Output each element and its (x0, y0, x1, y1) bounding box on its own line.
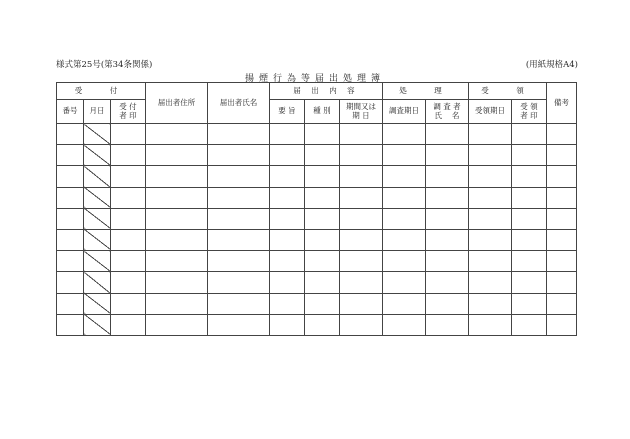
register-table (56, 82, 577, 336)
cell-investigator-name[interactable] (426, 166, 469, 187)
cell-investigator-name[interactable] (426, 124, 469, 145)
cell-remarks[interactable] (547, 187, 577, 208)
cell-summary[interactable] (270, 229, 305, 250)
table-row (57, 251, 577, 272)
cell-summary[interactable] (270, 145, 305, 166)
cell-address[interactable] (146, 166, 208, 187)
cell-recipient-seal[interactable] (512, 208, 547, 229)
cell-recipient-seal[interactable] (512, 314, 547, 335)
table-row (57, 272, 577, 293)
cell-period[interactable] (340, 208, 383, 229)
cell-type[interactable] (305, 208, 340, 229)
cell-investigator-name[interactable] (426, 208, 469, 229)
cell-investigator-name[interactable] (426, 251, 469, 272)
cell-receiver-seal[interactable] (111, 293, 146, 314)
header-row-groups (57, 83, 577, 100)
cell-period[interactable] (340, 166, 383, 187)
cell-number[interactable] (57, 124, 84, 145)
cell-period[interactable] (340, 124, 383, 145)
register-body (57, 124, 577, 336)
cell-name[interactable] (208, 314, 270, 335)
cell-address[interactable] (146, 145, 208, 166)
cell-name[interactable] (208, 124, 270, 145)
table-row (57, 293, 577, 314)
table-row (57, 208, 577, 229)
cell-date[interactable] (84, 145, 111, 166)
header-investigation-date: 調査期日 (383, 100, 426, 124)
cell-date[interactable] (84, 293, 111, 314)
header-summary: 要 旨 (270, 100, 305, 124)
header-date: 月日 (84, 100, 111, 124)
header-receipt: 受 領 (469, 83, 547, 100)
cell-receiver-seal[interactable] (111, 187, 146, 208)
header-type: 種 別 (305, 100, 340, 124)
cell-type[interactable] (305, 166, 340, 187)
cell-type[interactable] (305, 124, 340, 145)
cell-number[interactable] (57, 272, 84, 293)
cell-summary[interactable] (270, 124, 305, 145)
cell-number[interactable] (57, 187, 84, 208)
cell-address[interactable] (146, 124, 208, 145)
cell-receipt-date[interactable] (469, 187, 512, 208)
cell-period[interactable] (340, 187, 383, 208)
cell-address[interactable] (146, 293, 208, 314)
cell-name[interactable] (208, 251, 270, 272)
cell-investigator-name[interactable] (426, 314, 469, 335)
cell-receipt-date[interactable] (469, 251, 512, 272)
cell-investigation-date[interactable] (383, 314, 426, 335)
cell-receipt-date[interactable] (469, 314, 512, 335)
cell-recipient-seal[interactable] (512, 166, 547, 187)
table-row (57, 166, 577, 187)
cell-number[interactable] (57, 208, 84, 229)
cell-period[interactable] (340, 145, 383, 166)
cell-name[interactable] (208, 208, 270, 229)
cell-period[interactable] (340, 251, 383, 272)
cell-recipient-seal[interactable] (512, 272, 547, 293)
cell-receipt-date[interactable] (469, 124, 512, 145)
cell-remarks[interactable] (547, 293, 577, 314)
cell-summary[interactable] (270, 208, 305, 229)
cell-remarks[interactable] (547, 272, 577, 293)
header-receiver-seal: 受 付 者 印 (111, 100, 146, 124)
header-number: 番号 (57, 100, 84, 124)
cell-address[interactable] (146, 272, 208, 293)
cell-name[interactable] (208, 145, 270, 166)
header-investigator-name: 調 査 者 氏 名 (426, 100, 469, 124)
cell-recipient-seal[interactable] (512, 293, 547, 314)
header-notifier-address: 届出者住所 (146, 83, 208, 124)
cell-date[interactable] (84, 208, 111, 229)
cell-receiver-seal[interactable] (111, 314, 146, 335)
cell-remarks[interactable] (547, 166, 577, 187)
cell-number[interactable] (57, 145, 84, 166)
cell-investigation-date[interactable] (383, 187, 426, 208)
cell-remarks[interactable] (547, 314, 577, 335)
cell-number[interactable] (57, 314, 84, 335)
cell-summary[interactable] (270, 166, 305, 187)
table-row (57, 314, 577, 335)
cell-recipient-seal[interactable] (512, 124, 547, 145)
cell-receiver-seal[interactable] (111, 272, 146, 293)
cell-period[interactable] (340, 314, 383, 335)
cell-investigator-name[interactable] (426, 272, 469, 293)
cell-type[interactable] (305, 251, 340, 272)
cell-type[interactable] (305, 187, 340, 208)
cell-investigator-name[interactable] (426, 229, 469, 250)
cell-investigator-name[interactable] (426, 187, 469, 208)
cell-date[interactable] (84, 251, 111, 272)
cell-period[interactable] (340, 293, 383, 314)
cell-number[interactable] (57, 229, 84, 250)
cell-investigation-date[interactable] (383, 208, 426, 229)
cell-recipient-seal[interactable] (512, 145, 547, 166)
cell-summary[interactable] (270, 251, 305, 272)
cell-number[interactable] (57, 251, 84, 272)
cell-number[interactable] (57, 293, 84, 314)
header-remarks: 備考 (547, 83, 577, 124)
cell-number[interactable] (57, 166, 84, 187)
cell-type[interactable] (305, 229, 340, 250)
cell-date[interactable] (84, 187, 111, 208)
cell-summary[interactable] (270, 187, 305, 208)
cell-name[interactable] (208, 187, 270, 208)
cell-investigation-date[interactable] (383, 145, 426, 166)
cell-remarks[interactable] (547, 208, 577, 229)
cell-date[interactable] (84, 272, 111, 293)
cell-receiver-seal[interactable] (111, 166, 146, 187)
cell-remarks[interactable] (547, 229, 577, 250)
cell-remarks[interactable] (547, 124, 577, 145)
cell-type[interactable] (305, 145, 340, 166)
cell-name[interactable] (208, 229, 270, 250)
cell-remarks[interactable] (547, 251, 577, 272)
cell-date[interactable] (84, 229, 111, 250)
cell-investigation-date[interactable] (383, 251, 426, 272)
header-row-sub (57, 100, 577, 124)
cell-receipt-date[interactable] (469, 272, 512, 293)
cell-recipient-seal[interactable] (512, 187, 547, 208)
cell-date[interactable] (84, 166, 111, 187)
cell-recipient-seal[interactable] (512, 229, 547, 250)
cell-receipt-date[interactable] (469, 229, 512, 250)
cell-address[interactable] (146, 229, 208, 250)
header-receipt-date: 受領期日 (469, 100, 512, 124)
document-title: 揚煙行為等届出処理簿 (244, 74, 385, 84)
cell-investigator-name[interactable] (426, 145, 469, 166)
table-row (57, 145, 577, 166)
cell-date[interactable] (84, 124, 111, 145)
table-row (57, 187, 577, 208)
cell-investigation-date[interactable] (383, 166, 426, 187)
cell-name[interactable] (208, 272, 270, 293)
cell-receiver-seal[interactable] (111, 229, 146, 250)
header-notifier-name: 届出者氏名 (208, 83, 270, 124)
cell-investigation-date[interactable] (383, 293, 426, 314)
cell-type[interactable] (305, 293, 340, 314)
cell-summary[interactable] (270, 314, 305, 335)
paper-size-note: (用紙規格A4) (525, 60, 578, 70)
cell-date[interactable] (84, 314, 111, 335)
cell-address[interactable] (146, 208, 208, 229)
header-content: 届 出 内 容 (270, 83, 383, 100)
cell-name[interactable] (208, 166, 270, 187)
cell-period[interactable] (340, 272, 383, 293)
cell-investigation-date[interactable] (383, 124, 426, 145)
table-row (57, 124, 577, 145)
cell-receiver-seal[interactable] (111, 251, 146, 272)
cell-investigation-date[interactable] (383, 272, 426, 293)
cell-receipt-date[interactable] (469, 293, 512, 314)
cell-receiver-seal[interactable] (111, 208, 146, 229)
cell-receiver-seal[interactable] (111, 124, 146, 145)
cell-receipt-date[interactable] (469, 208, 512, 229)
cell-receiver-seal[interactable] (111, 145, 146, 166)
cell-period[interactable] (340, 229, 383, 250)
cell-investigation-date[interactable] (383, 229, 426, 250)
cell-address[interactable] (146, 187, 208, 208)
header-period: 期間又は 期 日 (340, 100, 383, 124)
form-number: 様式第25号(第34条関係) (56, 60, 153, 70)
cell-recipient-seal[interactable] (512, 251, 547, 272)
cell-type[interactable] (305, 272, 340, 293)
cell-name[interactable] (208, 293, 270, 314)
cell-summary[interactable] (270, 293, 305, 314)
cell-investigator-name[interactable] (426, 293, 469, 314)
cell-address[interactable] (146, 314, 208, 335)
table-row (57, 229, 577, 250)
cell-address[interactable] (146, 251, 208, 272)
cell-receipt-date[interactable] (469, 145, 512, 166)
header-processing: 処 理 (383, 83, 469, 100)
cell-receipt-date[interactable] (469, 166, 512, 187)
header-reception: 受 付 (57, 83, 146, 100)
cell-type[interactable] (305, 314, 340, 335)
cell-summary[interactable] (270, 272, 305, 293)
cell-remarks[interactable] (547, 145, 577, 166)
header-recipient-seal: 受 領 者 印 (512, 100, 547, 124)
